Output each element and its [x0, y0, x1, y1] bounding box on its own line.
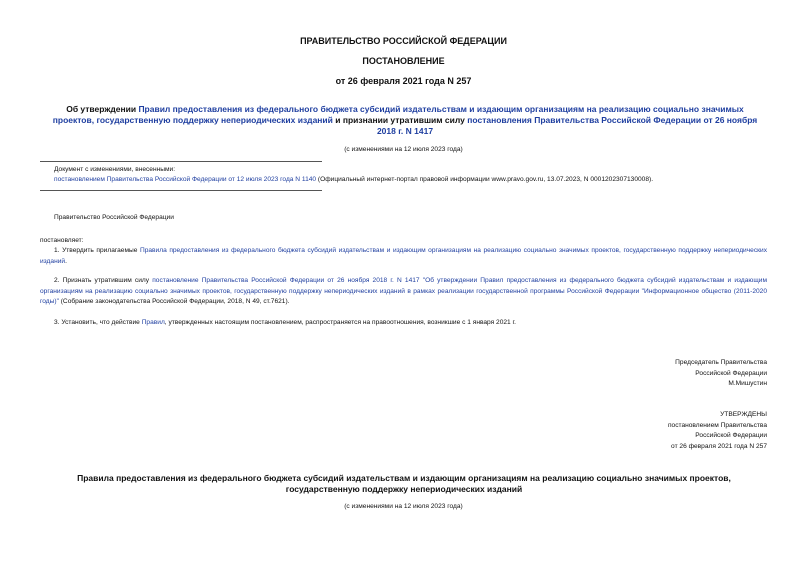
- amend-divider-bottom: [40, 190, 322, 191]
- p3-rules-link[interactable]: Правил: [141, 319, 165, 326]
- paragraph-3: [54, 318, 767, 329]
- government-line: Правительство Российской Федерации: [54, 214, 174, 221]
- amend-source: (Официальный интернет-портал правовой информации www.pravo.gov.ru, 13.07.2023, N 0001202307130008).: [316, 176, 654, 183]
- signature-block: [467, 358, 767, 390]
- approval-heading: УТВЕРЖДЕНЫ: [720, 411, 767, 418]
- paragraph-2: [40, 276, 767, 308]
- org-heading: ПРАВИТЕЛЬСТВО РОССИЙСКОЙ ФЕДЕРАЦИИ: [300, 36, 507, 46]
- title-rules-link[interactable]: Правил предоставления из федерального бюджета субсидий издательствам и издающим организациям на реализацию социально значимых проектов, государственную поддержку непериодических изданий: [52, 104, 744, 125]
- title-mid: и признании утратившим силу: [332, 115, 468, 125]
- p3-suffix: , утвержденных настоящим постановлением, распространяется на правоотношения, возникшие с 1 января 2021 г.: [164, 319, 516, 326]
- rules-changes-note: (с изменениями на 12 июля 2023 года): [344, 503, 463, 510]
- rules-title: Правила предоставления из федерального бюджета субсидий издательствам и издающим организациям на реализацию социально значимых проектов, государственную поддержку непериодических изданий: [77, 473, 731, 494]
- paragraph-1: [40, 246, 767, 267]
- signature-title: Председатель Правительства: [675, 359, 767, 366]
- title-repealed-decree-link[interactable]: постановления Правительства Российской Федерации от 26 ноября 2018 г. N 1417: [376, 115, 758, 136]
- amend-intro: Документ с изменениями, внесенными:: [54, 166, 176, 173]
- approval-block: [467, 410, 767, 452]
- p1-suffix: .: [65, 257, 67, 265]
- amend-divider-top: [40, 161, 322, 162]
- p2-repealed-decree-link[interactable]: постановление Правительства Российской Федерации от 26 ноября 2018 г. N 1417 "Об утверждении Правил предоставления из федерального бюджета субсидий издательствам и издающим организациям на реализацию социально значимых проектов, государственную поддержку непериодических изданий в рамках реализации государственной программы Российской Федерации "Информационное общество (2011-2020 годы)": [40, 277, 768, 305]
- decides-line: постановляет:: [40, 237, 84, 244]
- p1-prefix: 1. Утвердить прилагаемые: [54, 247, 140, 254]
- signature-org: Российской Федерации: [695, 369, 767, 377]
- p3-prefix: 3. Установить, что действие: [54, 319, 142, 326]
- signature-name: М.Мишустин: [728, 380, 767, 387]
- document-title: [52, 104, 758, 137]
- amend-decree-link[interactable]: постановлением Правительства Российской Федерации от 12 июля 2023 года N 1140: [54, 176, 317, 183]
- p1-rules-link[interactable]: Правила предоставления из федерального бюджета субсидий издательствам и издающим организациям на реализацию социально значимых проектов, государственную поддержку непериодических изданий: [40, 247, 767, 265]
- approval-by: постановлением Правительства: [667, 421, 767, 429]
- approval-org: Российской Федерации: [695, 432, 767, 439]
- p2-suffix: (Собрание законодательства Российской Федерации, 2018, N 49, ст.7621).: [58, 298, 290, 305]
- p2-prefix: 2. Признать утратившим силу: [54, 277, 153, 284]
- amend-entry: [54, 175, 774, 186]
- approval-date-number: от 26 февраля 2021 года N 257: [671, 442, 767, 450]
- title-prefix: Об утверждении: [66, 104, 139, 114]
- doc-date-number: от 26 февраля 2021 года N 257: [335, 76, 472, 86]
- changes-note: (с изменениями на 12 июля 2023 года): [344, 146, 463, 153]
- doc-type-heading: ПОСТАНОВЛЕНИЕ: [362, 56, 445, 66]
